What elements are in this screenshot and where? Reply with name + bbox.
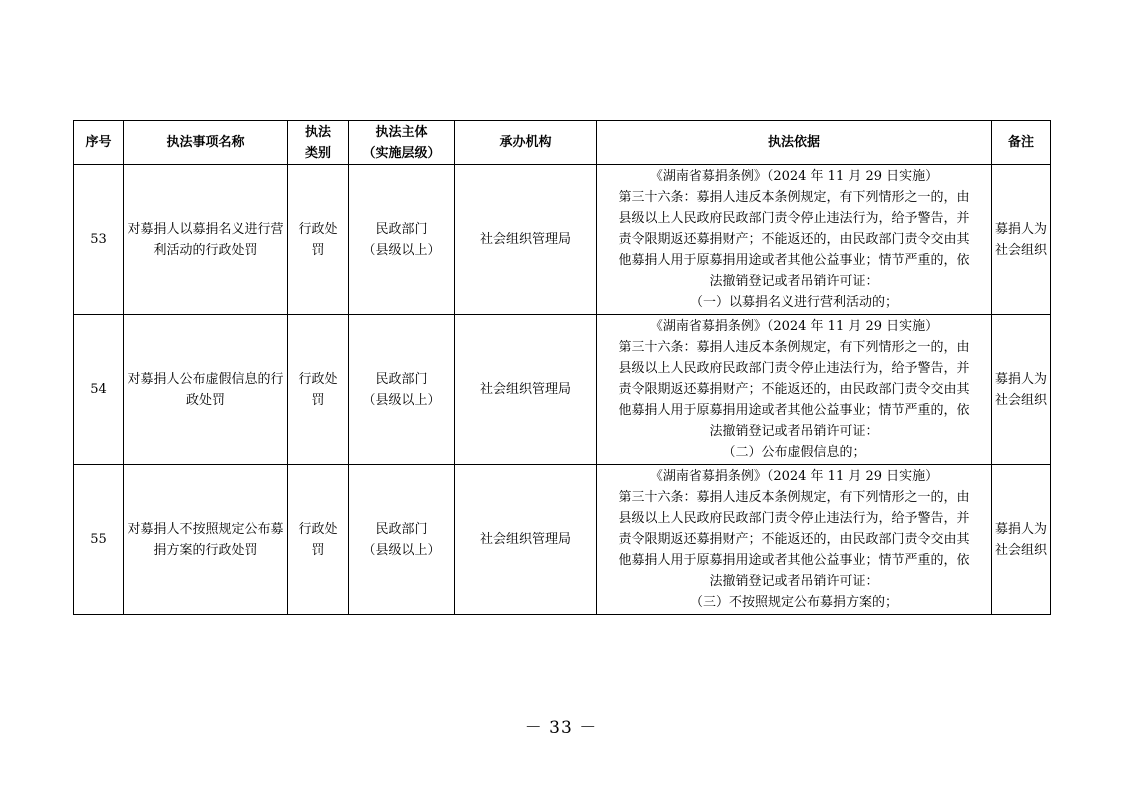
cell-seq: 55 (74, 465, 124, 615)
cell-basis (597, 165, 992, 315)
cell-type: 行政处罚 (288, 165, 349, 315)
basis-line: 第三十六条：募捐人违反本条例规定，有下列情形之一的，由 (618, 190, 970, 205)
header-name: 执法事项名称 (124, 121, 288, 165)
cell-name: 对募捐人以募捐名义进行营利活动的行政处罚 (124, 165, 288, 315)
basis-line: 他募捐人用于原募捐用途或者其他公益事业；情节严重的，依 (618, 403, 970, 418)
basis-line: 《湖南省募捐条例》（2024 年 11 月 29 日实施） (649, 319, 939, 334)
header-seq: 序号 (74, 121, 124, 165)
table-row (74, 465, 1051, 615)
basis-line: （三）不按照规定公布募捐方案的； (689, 595, 898, 610)
cell-type: 行政处罚 (288, 315, 349, 465)
header-agency: 承办机构 (455, 121, 597, 165)
cell-basis (597, 465, 992, 615)
cell-name: 对募捐人公布虚假信息的行政处罚 (124, 315, 288, 465)
cell-basis (597, 315, 992, 465)
cell-remark: 募捐人为社会组织 (992, 315, 1051, 465)
cell-name: 对募捐人不按照规定公布募捐方案的行政处罚 (124, 465, 288, 615)
table-row (74, 165, 1051, 315)
basis-line: 第三十六条：募捐人违反本条例规定，有下列情形之一的，由 (618, 490, 970, 505)
table-row (74, 315, 1051, 465)
cell-remark: 募捐人为社会组织 (992, 165, 1051, 315)
basis-line: 县级以上人民政府民政部门责令停止违法行为，给予警告，并 (618, 211, 970, 226)
page-number: － 33 － (524, 718, 598, 738)
cell-agency: 社会组织管理局 (455, 165, 597, 315)
basis-line: （一）以募捐名义进行营利活动的； (689, 295, 898, 310)
table-header-row (74, 121, 1051, 165)
basis-line: 法撤销登记或者吊销许可证： (709, 274, 879, 289)
basis-line: 第三十六条：募捐人违反本条例规定，有下列情形之一的，由 (618, 340, 970, 355)
basis-line: 《湖南省募捐条例》（2024 年 11 月 29 日实施） (649, 169, 939, 184)
basis-line: 他募捐人用于原募捐用途或者其他公益事业；情节严重的，依 (618, 553, 970, 568)
header-basis: 执法依据 (597, 121, 992, 165)
header-type: 执法 类别 (288, 121, 349, 165)
cell-subject: 民政部门 （县级以上） (349, 165, 455, 315)
basis-line: （二）公布虚假信息的； (722, 445, 866, 460)
cell-agency: 社会组织管理局 (455, 315, 597, 465)
cell-type: 行政处罚 (288, 465, 349, 615)
cell-remark: 募捐人为社会组织 (992, 465, 1051, 615)
cell-agency: 社会组织管理局 (455, 465, 597, 615)
basis-line: 法撤销登记或者吊销许可证： (709, 574, 879, 589)
cell-seq: 53 (74, 165, 124, 315)
basis-line: 责令限期返还募捐财产；不能返还的，由民政部门责令交由其 (618, 232, 970, 247)
basis-line: 他募捐人用于原募捐用途或者其他公益事业；情节严重的，依 (618, 253, 970, 268)
cell-subject: 民政部门 （县级以上） (349, 465, 455, 615)
basis-line: 责令限期返还募捐财产；不能返还的，由民政部门责令交由其 (618, 532, 970, 547)
header-subject: 执法主体 （实施层级） (349, 121, 455, 165)
enforcement-table (73, 120, 1051, 615)
basis-line: 《湖南省募捐条例》（2024 年 11 月 29 日实施） (649, 469, 939, 484)
basis-line: 县级以上人民政府民政部门责令停止违法行为，给予警告，并 (618, 511, 970, 526)
basis-line: 责令限期返还募捐财产；不能返还的，由民政部门责令交由其 (618, 382, 970, 397)
basis-line: 法撤销登记或者吊销许可证： (709, 424, 879, 439)
header-remark: 备注 (992, 121, 1051, 165)
basis-line: 县级以上人民政府民政部门责令停止违法行为，给予警告，并 (618, 361, 970, 376)
cell-seq: 54 (74, 315, 124, 465)
cell-subject: 民政部门 （县级以上） (349, 315, 455, 465)
